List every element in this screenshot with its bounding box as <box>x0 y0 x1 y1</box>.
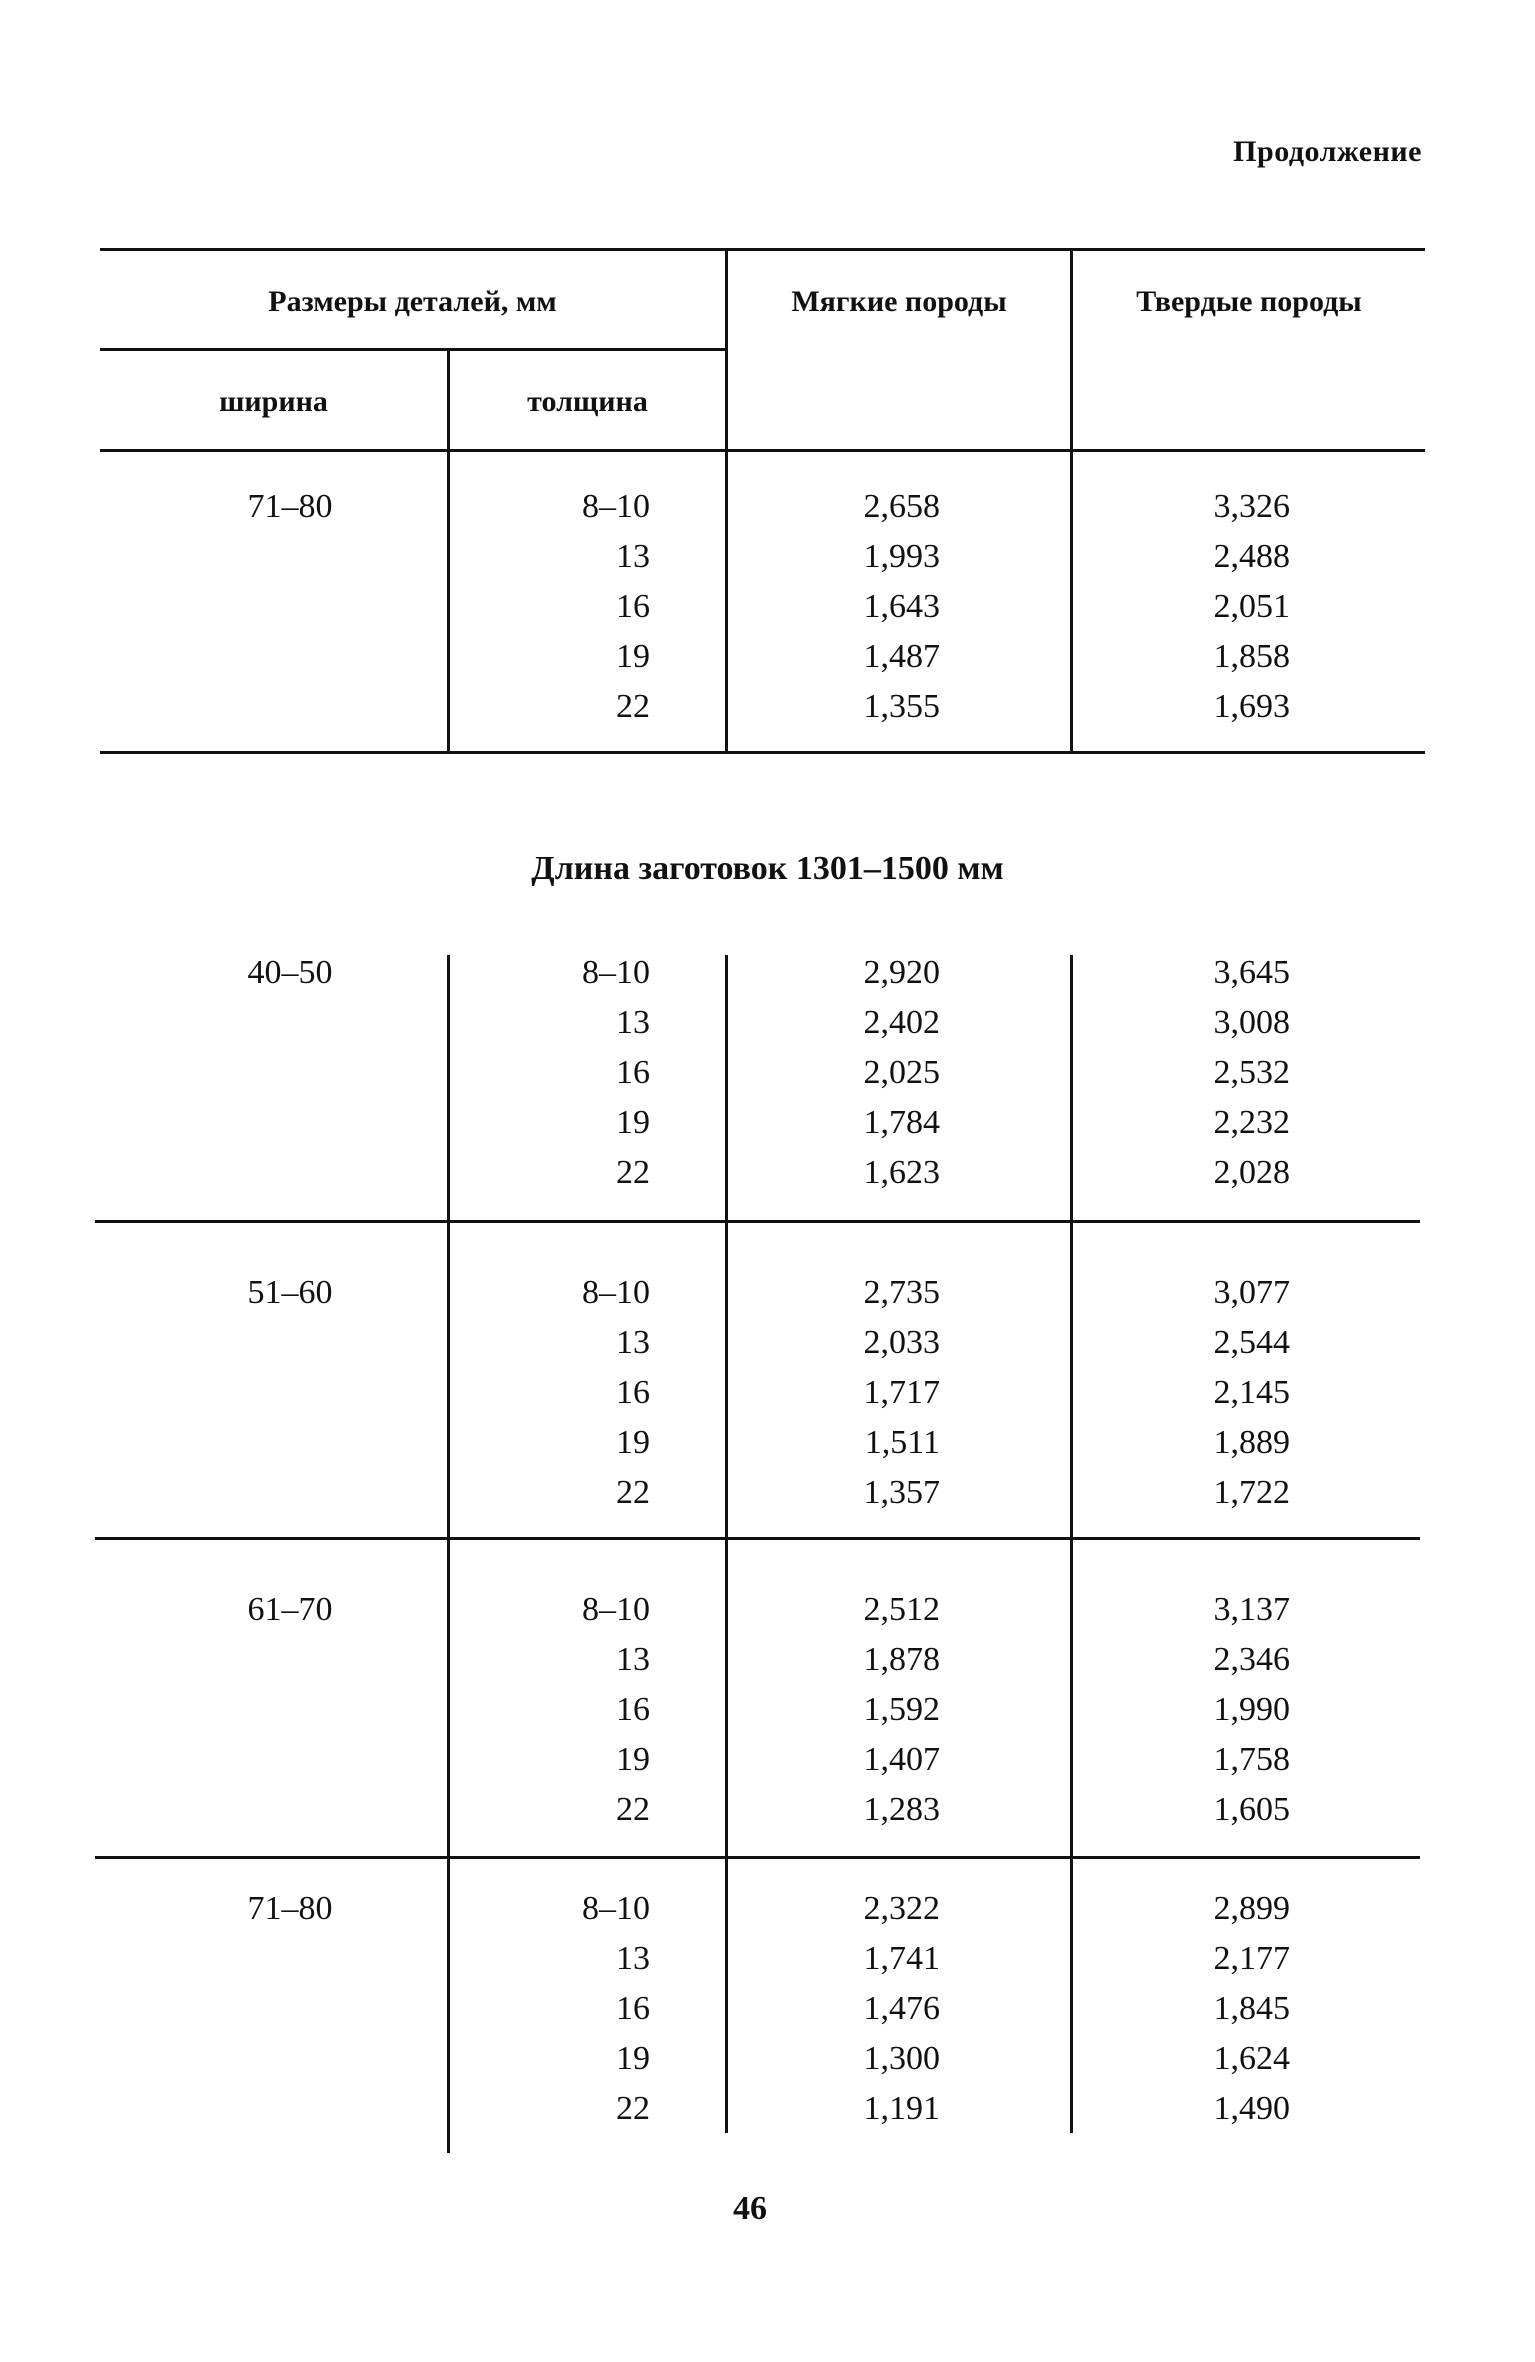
thickness-value: 22 <box>616 2090 650 2127</box>
section-title: Длина заготовок 1301–1500 мм <box>531 850 1004 887</box>
page-number: 46 <box>733 2190 767 2227</box>
thickness-value: 16 <box>616 1691 650 1728</box>
hard-value: 1,845 <box>1213 1990 1290 2027</box>
width-value: 71–80 <box>247 1890 333 1927</box>
divider <box>1070 1222 1073 1537</box>
header-bottom-rule <box>100 449 1425 452</box>
soft-value: 2,735 <box>863 1274 940 1311</box>
hard-value: 2,051 <box>1213 588 1290 625</box>
table-bottom-rule <box>100 751 1425 754</box>
thickness-value: 8–10 <box>582 488 650 525</box>
soft-value: 2,512 <box>863 1591 940 1628</box>
thickness-value: 22 <box>616 1154 650 1191</box>
thickness-value: 19 <box>616 638 650 675</box>
soft-value: 2,025 <box>863 1054 940 1091</box>
header-hard: Твердые породы <box>1136 285 1362 318</box>
soft-value: 1,357 <box>863 1474 940 1511</box>
thickness-value: 19 <box>616 1104 650 1141</box>
hard-value: 1,758 <box>1213 1741 1290 1778</box>
divider <box>447 1222 450 1537</box>
thickness-value: 16 <box>616 1374 650 1411</box>
divider <box>725 1539 728 1856</box>
hard-value: 2,346 <box>1213 1641 1290 1678</box>
thickness-value: 16 <box>616 1990 650 2027</box>
divider <box>1070 1539 1073 1856</box>
header-soft: Мягкие породы <box>791 285 1007 318</box>
thickness-value: 22 <box>616 1474 650 1511</box>
soft-value: 1,717 <box>863 1374 940 1411</box>
thickness-value: 13 <box>616 1641 650 1678</box>
thickness-value: 13 <box>616 538 650 575</box>
thickness-value: 8–10 <box>582 1274 650 1311</box>
hard-value: 1,990 <box>1213 1691 1290 1728</box>
soft-value: 1,191 <box>863 2090 940 2127</box>
hard-value: 2,544 <box>1213 1324 1290 1361</box>
divider <box>725 1858 728 2133</box>
width-value: 40–50 <box>247 954 333 991</box>
hard-value: 1,624 <box>1213 2040 1290 2077</box>
soft-value: 1,643 <box>863 588 940 625</box>
table-top-rule <box>100 248 1425 251</box>
hard-value: 3,077 <box>1213 1274 1290 1311</box>
soft-value: 1,993 <box>863 538 940 575</box>
thickness-value: 19 <box>616 2040 650 2077</box>
thickness-value: 13 <box>616 1940 650 1977</box>
divider <box>447 955 450 1220</box>
soft-value: 1,476 <box>863 1990 940 2027</box>
hard-value: 1,889 <box>1213 1424 1290 1461</box>
hard-value: 2,232 <box>1213 1104 1290 1141</box>
hard-value: 1,722 <box>1213 1474 1290 1511</box>
soft-value: 1,741 <box>863 1940 940 1977</box>
hard-value: 2,028 <box>1213 1154 1290 1191</box>
header-width: ширина <box>219 385 328 418</box>
header-sizes-rule <box>100 348 725 351</box>
width-value: 51–60 <box>247 1274 333 1311</box>
soft-value: 1,487 <box>863 638 940 675</box>
soft-value: 1,300 <box>863 2040 940 2077</box>
hard-value: 1,605 <box>1213 1791 1290 1828</box>
soft-value: 2,322 <box>863 1890 940 1927</box>
divider <box>725 955 728 1220</box>
hard-value: 2,532 <box>1213 1054 1290 1091</box>
header-sizes: Размеры деталей, мм <box>268 285 557 318</box>
divider <box>447 1858 450 2153</box>
soft-value: 1,511 <box>864 1424 940 1461</box>
hard-value: 3,137 <box>1213 1591 1290 1628</box>
hard-value: 3,326 <box>1213 488 1290 525</box>
hard-value: 2,488 <box>1213 538 1290 575</box>
thickness-value: 19 <box>616 1424 650 1461</box>
thickness-value: 8–10 <box>582 954 650 991</box>
width-value: 71–80 <box>247 488 333 525</box>
thickness-value: 22 <box>616 688 650 725</box>
divider <box>725 451 728 751</box>
soft-value: 1,784 <box>863 1104 940 1141</box>
header-divider-hard <box>1070 249 1073 450</box>
soft-value: 1,407 <box>863 1741 940 1778</box>
group-separator-rule <box>95 1856 1420 1859</box>
header-divider-soft <box>725 249 728 450</box>
thickness-value: 13 <box>616 1324 650 1361</box>
hard-value: 1,490 <box>1213 2090 1290 2127</box>
thickness-value: 13 <box>616 1004 650 1041</box>
hard-value: 1,693 <box>1213 688 1290 725</box>
soft-value: 2,920 <box>863 954 940 991</box>
group-separator-rule <box>95 1537 1420 1540</box>
hard-value: 2,177 <box>1213 1940 1290 1977</box>
thickness-value: 16 <box>616 588 650 625</box>
thickness-value: 22 <box>616 1791 650 1828</box>
soft-value: 1,283 <box>863 1791 940 1828</box>
divider <box>447 451 450 751</box>
thickness-value: 8–10 <box>582 1591 650 1628</box>
soft-value: 1,878 <box>863 1641 940 1678</box>
hard-value: 1,858 <box>1213 638 1290 675</box>
soft-value: 2,658 <box>863 488 940 525</box>
divider <box>725 1222 728 1537</box>
hard-value: 2,899 <box>1213 1890 1290 1927</box>
hard-value: 3,008 <box>1213 1004 1290 1041</box>
divider <box>447 1539 450 1856</box>
divider <box>1070 451 1073 751</box>
group-separator-rule <box>95 1220 1420 1223</box>
soft-value: 2,033 <box>863 1324 940 1361</box>
soft-value: 1,592 <box>863 1691 940 1728</box>
divider <box>1070 1858 1073 2133</box>
header-thickness: толщина <box>527 385 648 418</box>
thickness-value: 8–10 <box>582 1890 650 1927</box>
divider <box>1070 955 1073 1220</box>
soft-value: 1,623 <box>863 1154 940 1191</box>
soft-value: 2,402 <box>863 1004 940 1041</box>
width-value: 61–70 <box>247 1591 333 1628</box>
thickness-value: 19 <box>616 1741 650 1778</box>
hard-value: 2,145 <box>1213 1374 1290 1411</box>
continuation-label: Продолжение <box>1233 135 1422 168</box>
hard-value: 3,645 <box>1213 954 1290 991</box>
soft-value: 1,355 <box>863 688 940 725</box>
thickness-value: 16 <box>616 1054 650 1091</box>
